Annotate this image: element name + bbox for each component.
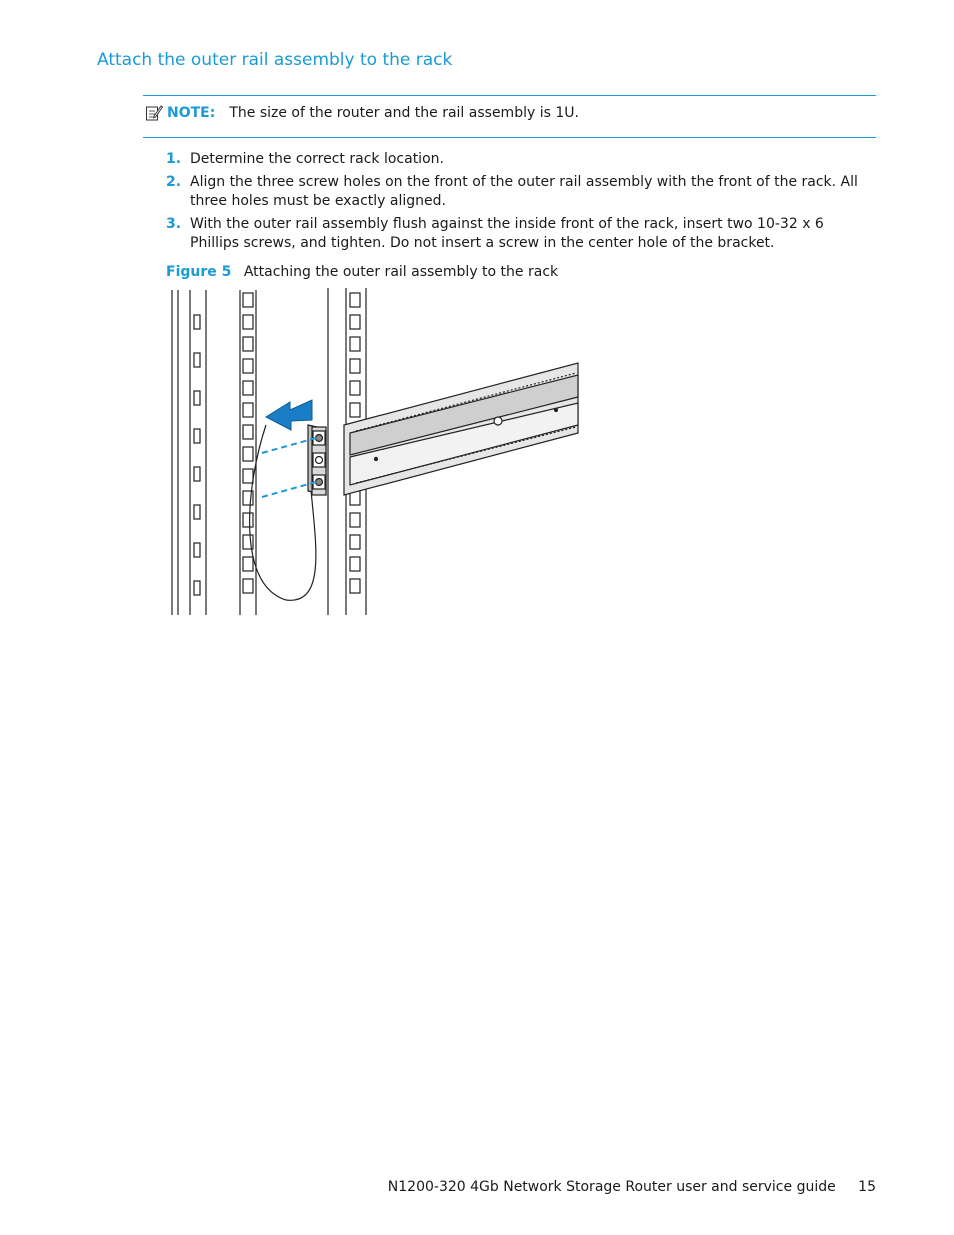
rack-hole [350, 381, 360, 395]
step-text: Determine the correct rack location. [190, 151, 444, 167]
rack-hole [350, 293, 360, 307]
rack-hole [243, 337, 253, 351]
step-number: 3. [166, 216, 182, 232]
rack-hole [194, 315, 200, 329]
rack-hole [194, 581, 200, 595]
direction-arrow-icon [266, 400, 312, 430]
rack-hole [194, 467, 200, 481]
rack-hole [350, 579, 360, 593]
rack-hole [243, 315, 253, 329]
note-label: NOTE: [167, 105, 216, 121]
list-item [166, 215, 866, 253]
note-top-rule [143, 95, 876, 96]
outer-rail [344, 363, 578, 495]
section-heading: Attach the outer rail assembly to the rack [97, 50, 453, 70]
rack-hole [194, 429, 200, 443]
step-text: Align the three screw holes on the front of the outer rail assembly with the front of the rack. All three holes must be exactly aligned. [190, 174, 858, 209]
rack-hole [350, 535, 360, 549]
rack-hole [243, 425, 253, 439]
rack-hole [243, 447, 253, 461]
page-footer [388, 1179, 876, 1195]
list-item [166, 173, 866, 211]
step-number: 2. [166, 174, 182, 190]
note-block [145, 104, 579, 122]
rail-assembly-illustration [166, 285, 580, 627]
rack-hole [350, 315, 360, 329]
step-number: 1. [166, 151, 182, 167]
rack-hole [350, 403, 360, 417]
rack-hole [194, 543, 200, 557]
list-item [166, 150, 866, 169]
note-pencil-icon [145, 104, 163, 122]
rack-hole [243, 359, 253, 373]
note-text: The size of the router and the rail assembly is 1U. [229, 105, 579, 121]
figure-caption [166, 264, 558, 280]
rack-hole [243, 579, 253, 593]
steps-list [166, 150, 866, 257]
step-text: With the outer rail assembly flush against the inside front of the rack, insert two 10-32 x 6 Phillips screws, and tighten. Do not insert a screw in the center hole of the bracket. [190, 216, 824, 251]
note-bottom-rule [143, 137, 876, 138]
rack-hole [350, 337, 360, 351]
rack-hole [243, 557, 253, 571]
rack-hole [350, 359, 360, 373]
rack-hole [243, 403, 253, 417]
rack-post-middle [240, 290, 256, 615]
rack-hole [350, 513, 360, 527]
rack-hole [194, 391, 200, 405]
rack-hole [194, 353, 200, 367]
rack-hole [243, 469, 253, 483]
figure-caption-text: Attaching the outer rail assembly to the rack [243, 264, 559, 280]
guide-title: N1200-320 4Gb Network Storage Router user and service guide [387, 1179, 836, 1195]
rack-hole [243, 293, 253, 307]
page-number: 15 [858, 1179, 876, 1195]
rack-hole [243, 513, 253, 527]
rack-post-left [172, 290, 206, 615]
figure-label: Figure 5 [166, 264, 232, 280]
rack-hole [350, 557, 360, 571]
rack-hole [243, 381, 253, 395]
cable-curve [250, 425, 316, 600]
rack-hole [194, 505, 200, 519]
